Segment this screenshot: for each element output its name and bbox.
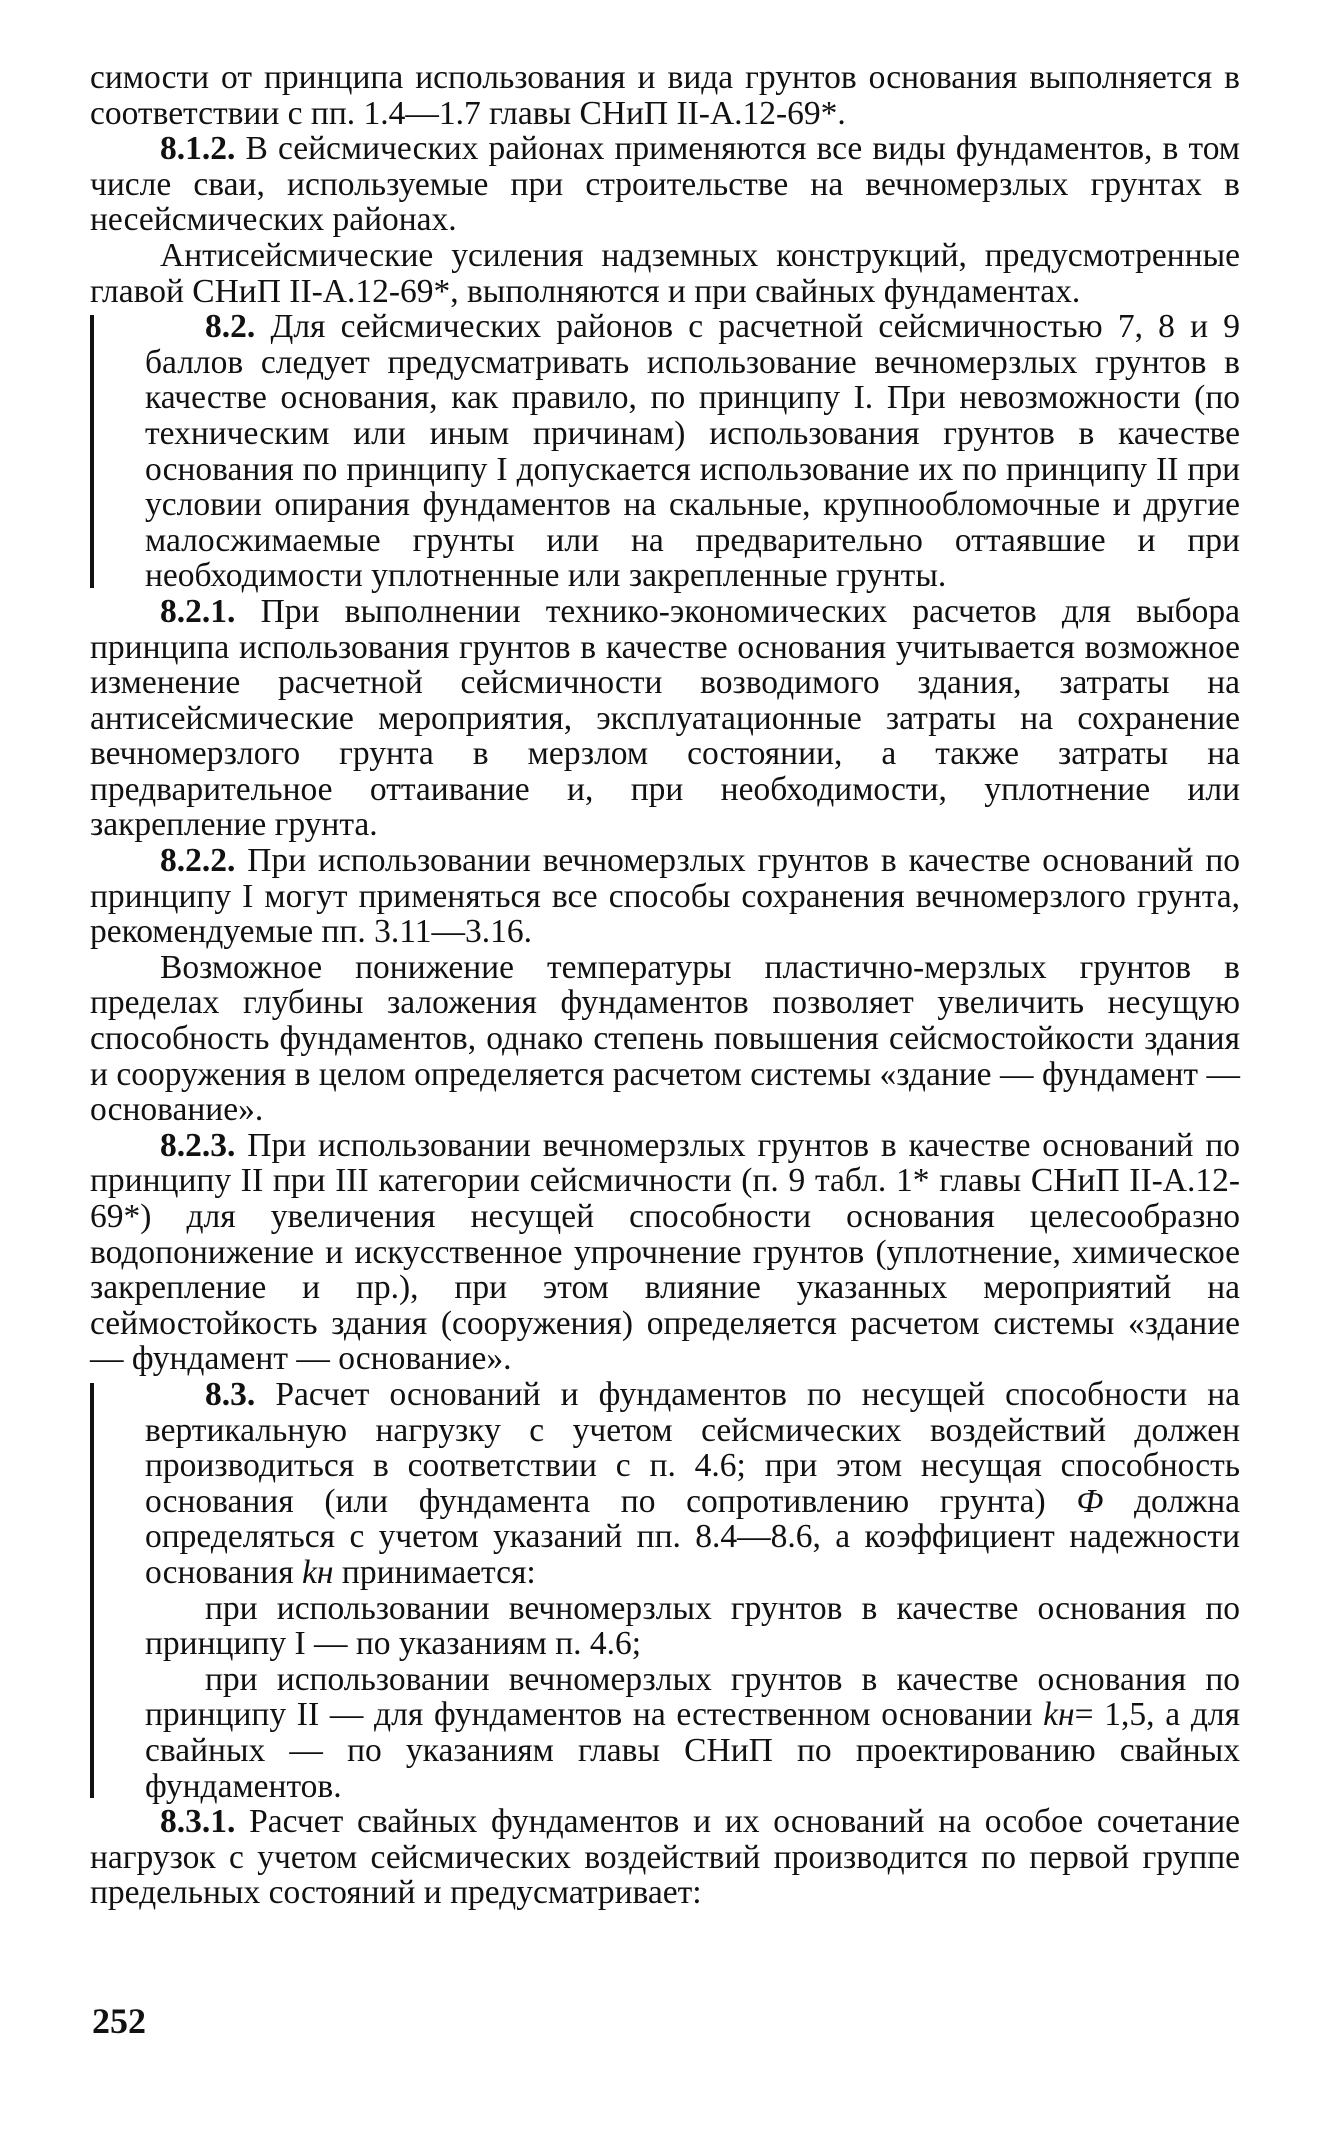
paragraph-8-3: 8.3. Расчет оснований и фундаментов по несущей способности на вертикальную нагрузку с учетом сейсмических воздействий должен производиться в соответствии с п. 4.6; при этом несущая способность основания (или фундамента по сопротивлению грунта) Ф должна определяться с учетом указаний пп. 8.4—8.6, а коэффициент надежности основания kн принимается:	[145, 1375, 1241, 1591]
paragraph-antiseismic: Антисейсмические усиления надземных конструкций, предусмотренные главой СНиП II-А.12-69*, выполняются и при свайных фундаментах.	[90, 236, 1240, 310]
clause-number: 8.2.1.	[160, 592, 236, 630]
paragraph-temperature: Возможное понижение температуры пластично-мерзлых грунтов в пределах глубины заложения фундаментов позволяет увеличить несущую способность фундаментов, однако степень повышения сейсмостойкости здания и сооружения в целом определяется расчетом системы «здание — фундамент — основание».	[90, 948, 1240, 1129]
changed-block-8-2	[90, 309, 1240, 594]
paragraph-8-2-3: 8.2.3. При использовании вечномерзлых грунтов в качестве оснований по принципу II при III категории сейсмичности (п. 9 табл. 1* главы СНиП II-А.12-69*) для увеличения несущей способности основания целесообразно водопонижение и искусственное упрочнение грунтов (уплотнение, химическое закрепление и пр.), при этом влияние указанных мероприятий на сеймостойкость здания (сооружения) определяется расчетом системы «здание — фундамент — основание».	[90, 1126, 1241, 1378]
phi-symbol: Ф	[1076, 1482, 1104, 1520]
paragraph-8-3-item-1: при использовании вечномерзлых грунтов в качестве основания по принципу I — по указаниям п. 4.6;	[145, 1589, 1240, 1663]
paragraph-8-2-1: 8.2.1. При выполнении технико-экономических расчетов для выбора принципа использования грунтов в качестве основания учитывается возможное изменение расчетной сейсмичности возводимого здания, затраты на антисейсмические мероприятия, эксплуатационные затраты на сохранение вечномерзлого грунта в мерзлом состоянии, а также затраты на предварительное оттаивание и, при необходимости, уплотнение или закрепление грунта.	[90, 592, 1240, 844]
paragraph-8-3-1: 8.3.1. Расчет свайных фундаментов и их оснований на особое сочетание нагрузок с учетом сейсмических воздействий производится по первой группе предельных состояний и предусматривает:	[90, 1803, 1240, 1912]
paragraph-8-2: 8.2. Для сейсмических районов с расчетной сейсмичностью 7, 8 и 9 баллов следует предусматривать использование вечномерзлых грунтов в качестве основания, как правило, по принципу I. При невозможности (по техническим или иным причинам) использования грунтов в качестве основания по принципу I допускается использование их по принципу II при условии опирания фундаментов на скальные, крупнообломочные и другие малосжимаемые грунты или на предварительно оттаявшие и при необходимости уплотненные или закрепленные грунты.	[145, 308, 1240, 595]
clause-number: 8.1.2.	[160, 130, 236, 168]
kn-symbol: kн	[1043, 1696, 1075, 1734]
clause-number: 8.2.2.	[160, 842, 236, 880]
page-body	[90, 60, 1240, 1911]
clause-number: 8.2.	[205, 308, 256, 346]
changed-block-8-3	[90, 1377, 1240, 1804]
kn-symbol: kн	[302, 1553, 334, 1591]
page-number: 252	[92, 2001, 146, 2041]
paragraph-8-3-item-2: при использовании вечномерзлых грунтов в качестве основания по принципу II — для фундаментов на естественном основании kн= 1,5, а для свайных — по указаниям главы СНиП по проектированию свайных фундаментов.	[145, 1660, 1241, 1805]
paragraph-8-1-2: 8.1.2. В сейсмических районах применяются все виды фундаментов, в том числе сваи, используемые при строительстве на вечномерзлых грунтах в несейсмических районах.	[90, 130, 1241, 239]
clause-number: 8.3.1.	[160, 1803, 236, 1841]
clause-number: 8.2.3.	[160, 1126, 236, 1164]
clause-number: 8.3.	[205, 1375, 256, 1413]
paragraph-continuation: симости от принципа использования и вида грунтов основания выполняется в соответствии с пп. 1.4—1.7 главы СНиП II-А.12-69*.	[90, 59, 1240, 132]
paragraph-8-2-2: 8.2.2. При использовании вечномерзлых грунтов в качестве оснований по принципу I могут применяться все способы сохранения вечномерзлого грунта, рекомендуемые пп. 3.11—3.16.	[90, 842, 1241, 951]
